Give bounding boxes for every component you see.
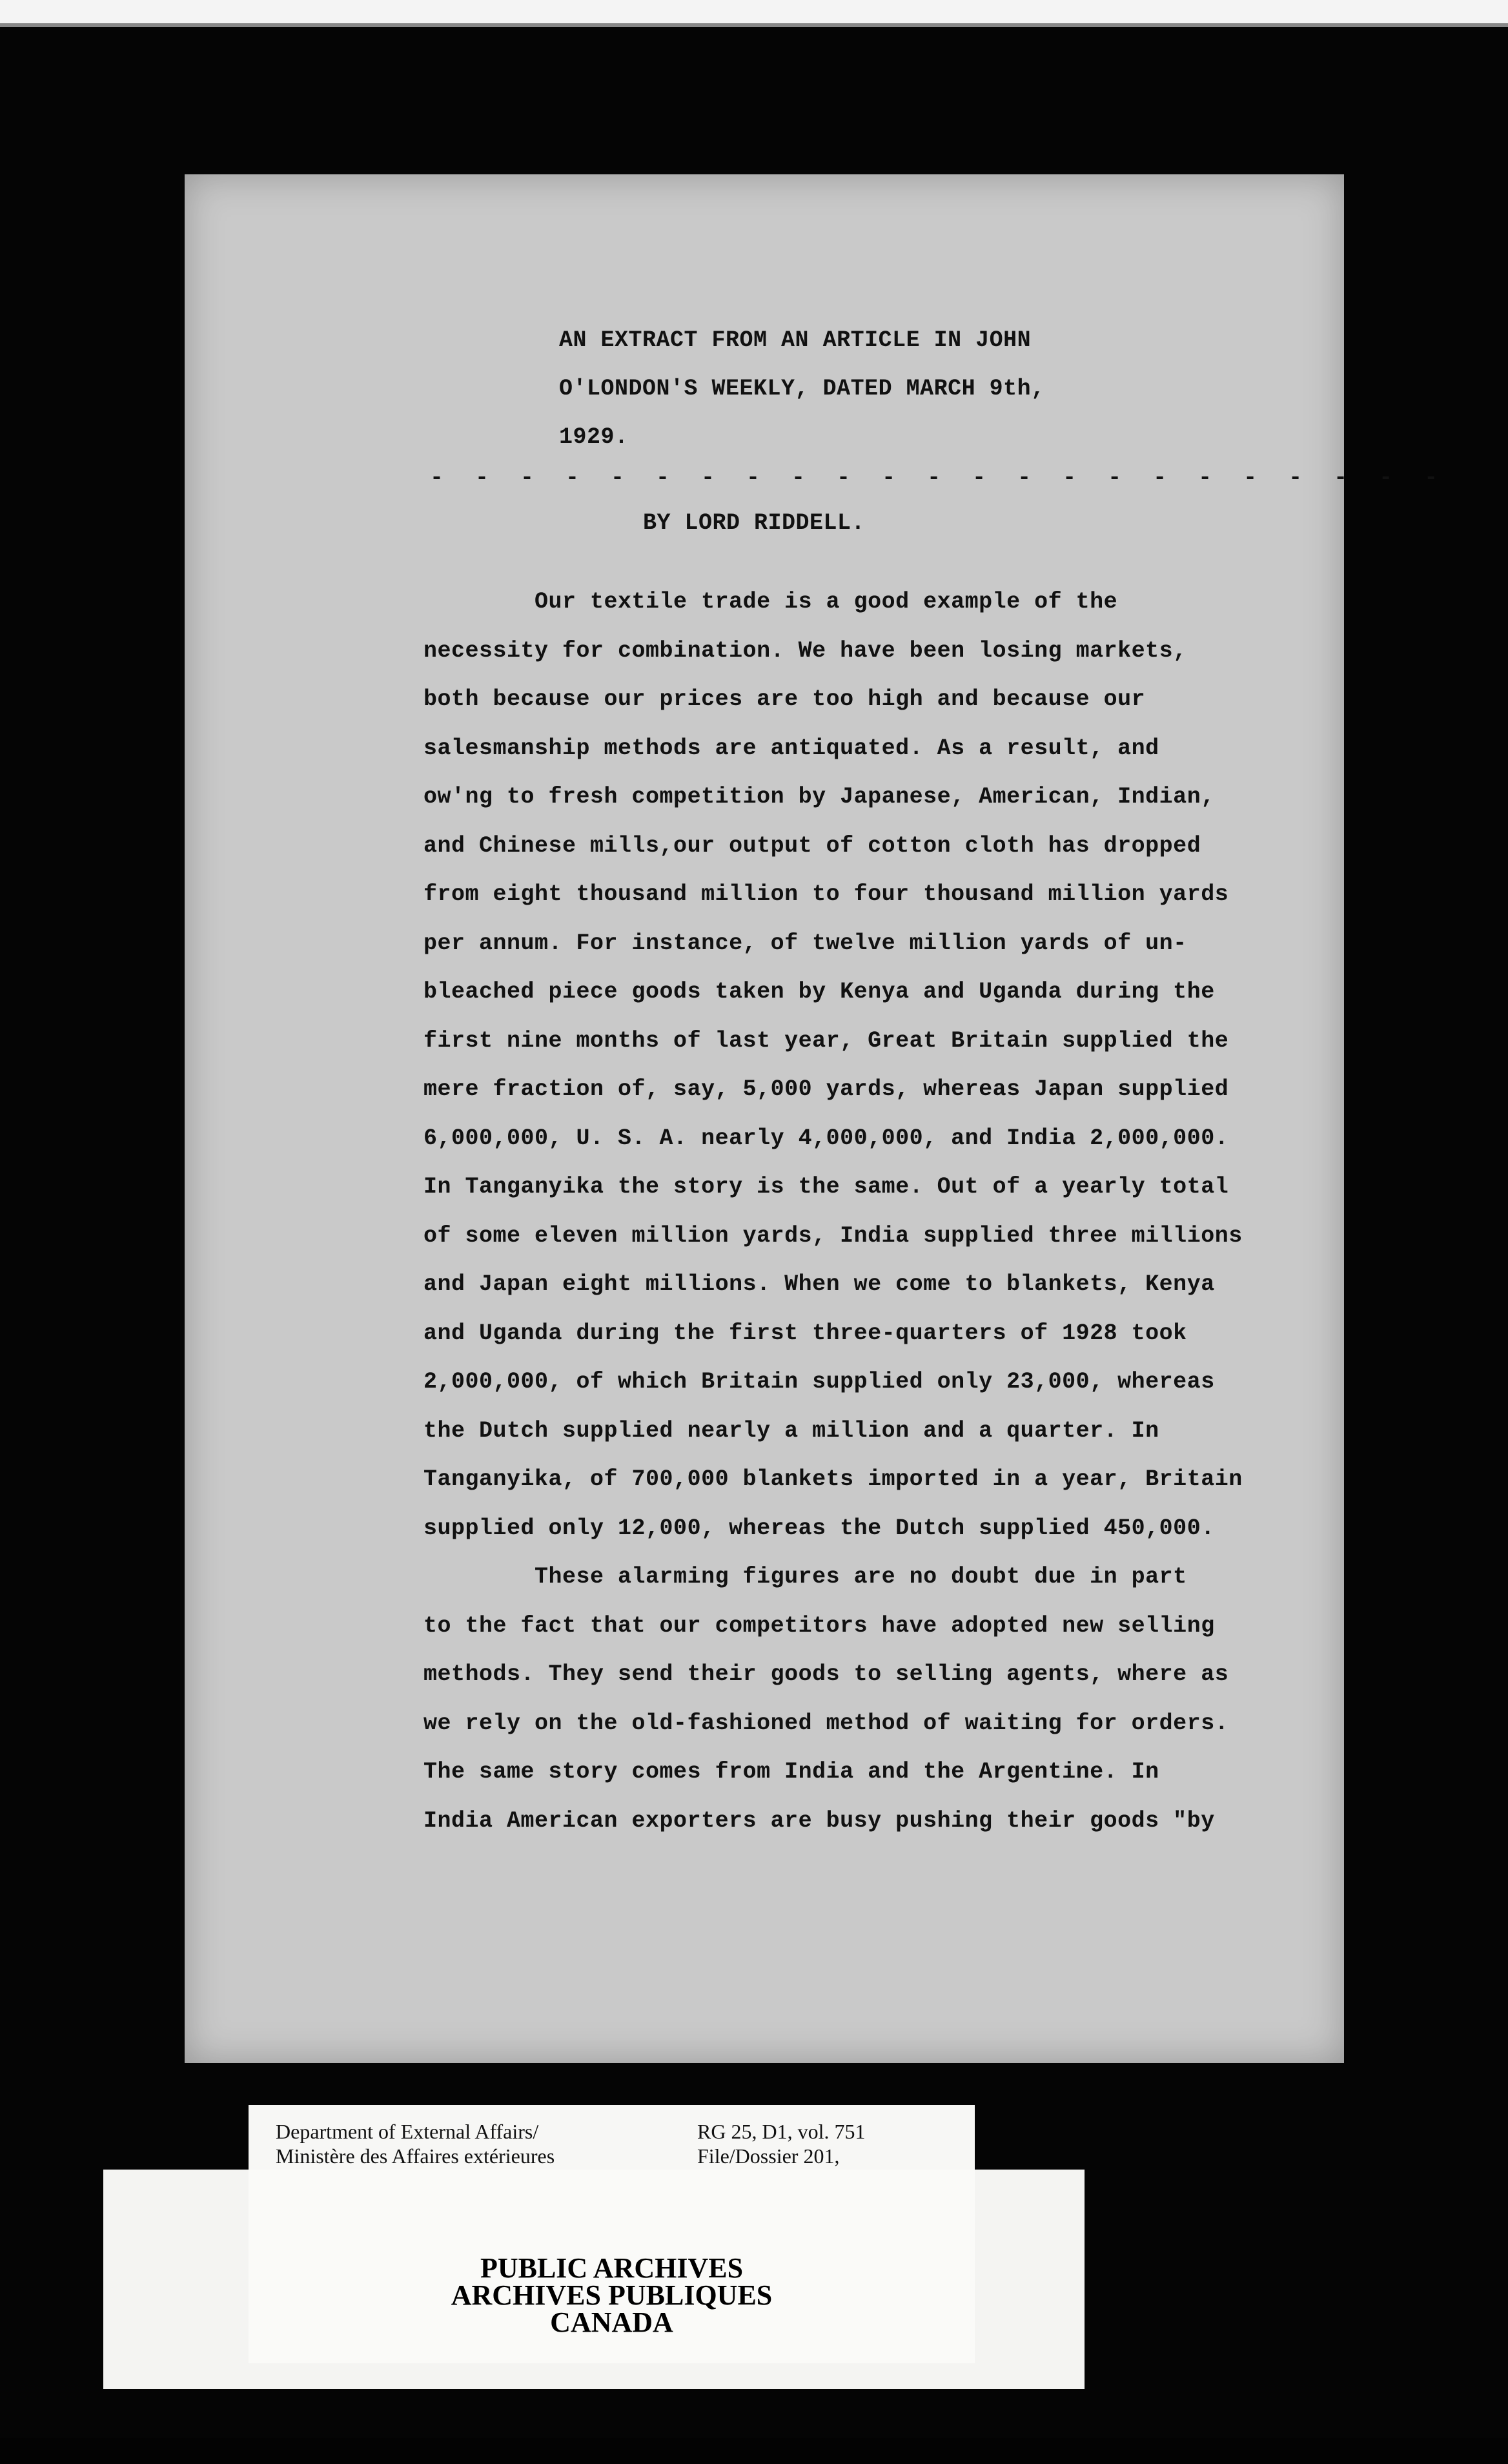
body-line: of some eleven million yards, India supplied three millions (423, 1222, 1243, 1249)
byline: BY LORD RIDDELL. (643, 510, 866, 536)
heading-line: 1929. (559, 424, 629, 450)
body-line: These alarming figures are no doubt due in part (423, 1564, 1187, 1590)
body-line: from eight thousand million to four thousand million yards (423, 881, 1229, 907)
body-line: Our textile trade is a good example of the (423, 589, 1118, 615)
body-line: and Chinese mills,our output of cotton cloth has dropped (423, 832, 1201, 859)
heading-line: AN EXTRACT FROM AN ARTICLE IN JOHN (559, 327, 1032, 353)
body-line: both because our prices are too high and because our (423, 686, 1146, 712)
body-line: and Uganda during the first three-quarters of 1928 took (423, 1320, 1187, 1346)
archives-line-3: CANADA (550, 2306, 673, 2338)
body-line: we rely on the old-fashioned method of waiting for orders. (423, 1710, 1229, 1736)
body-line: the Dutch supplied nearly a million and a quarter. In (423, 1417, 1159, 1444)
body-line: per annum. For instance, of twelve million yards of un- (423, 930, 1187, 956)
body-line: salesmanship methods are antiquated. As a result, and (423, 735, 1159, 761)
file-reference (697, 2119, 865, 2168)
article-body (423, 578, 1243, 1845)
heading-line: O'LONDON'S WEEKLY, DATED MARCH 9th, (559, 376, 1045, 402)
body-line: necessity for combination. We have been losing markets, (423, 637, 1187, 664)
body-line: ow'ng to fresh competition by Japanese, American, Indian, (423, 784, 1215, 810)
film-top-strip (0, 0, 1508, 26)
body-line: and Japan eight millions. When we come to blankets, Kenya (423, 1271, 1215, 1297)
body-line: Tanganyika, of 700,000 blankets imported in a year, Britain (423, 1466, 1243, 1492)
body-line: In Tanganyika the story is the same. Out of a yearly total (423, 1174, 1229, 1200)
film-bottom-strip (0, 2438, 1508, 2464)
document-page (185, 174, 1447, 2063)
body-line: India American exporters are busy pushing their goods "by (423, 1807, 1215, 1834)
film-top-edge (0, 23, 1508, 27)
separator-line: - - - - - - - - - - - - - - - - - - - - - - - (430, 465, 1447, 491)
body-line: first nine months of last year, Great Britain supplied the (423, 1027, 1229, 1054)
document-heading (559, 316, 1045, 462)
archives-line-2: ARCHIVES PUBLIQUES (451, 2279, 773, 2311)
body-line: to the fact that our competitors have adopted new selling (423, 1612, 1215, 1639)
department-line-2: Ministère des Affaires extérieures (276, 2144, 555, 2168)
reference-line-1: RG 25, D1, vol. 751 (697, 2120, 866, 2143)
body-line: methods. They send their goods to selling agents, where as (423, 1661, 1229, 1687)
body-line: 6,000,000, U. S. A. nearly 4,000,000, and India 2,000,000. (423, 1125, 1229, 1151)
body-line: 2,000,000, of which Britain supplied only 23,000, whereas (423, 1369, 1215, 1395)
archives-line-1: PUBLIC ARCHIVES (480, 2252, 744, 2284)
department-line-1: Department of External Affairs/ (276, 2120, 539, 2143)
archive-stamp (103, 2105, 1085, 2389)
body-line: supplied only 12,000, whereas the Dutch supplied 450,000. (423, 1515, 1215, 1541)
body-line: bleached piece goods taken by Kenya and Uganda during the (423, 979, 1215, 1005)
department-label (276, 2119, 555, 2168)
archives-title (249, 2252, 975, 2338)
body-line: mere fraction of, say, 5,000 yards, whereas Japan supplied (423, 1076, 1229, 1102)
body-line: The same story comes from India and the Argentine. In (423, 1759, 1159, 1785)
reference-line-2: File/Dossier 201, (697, 2144, 840, 2168)
